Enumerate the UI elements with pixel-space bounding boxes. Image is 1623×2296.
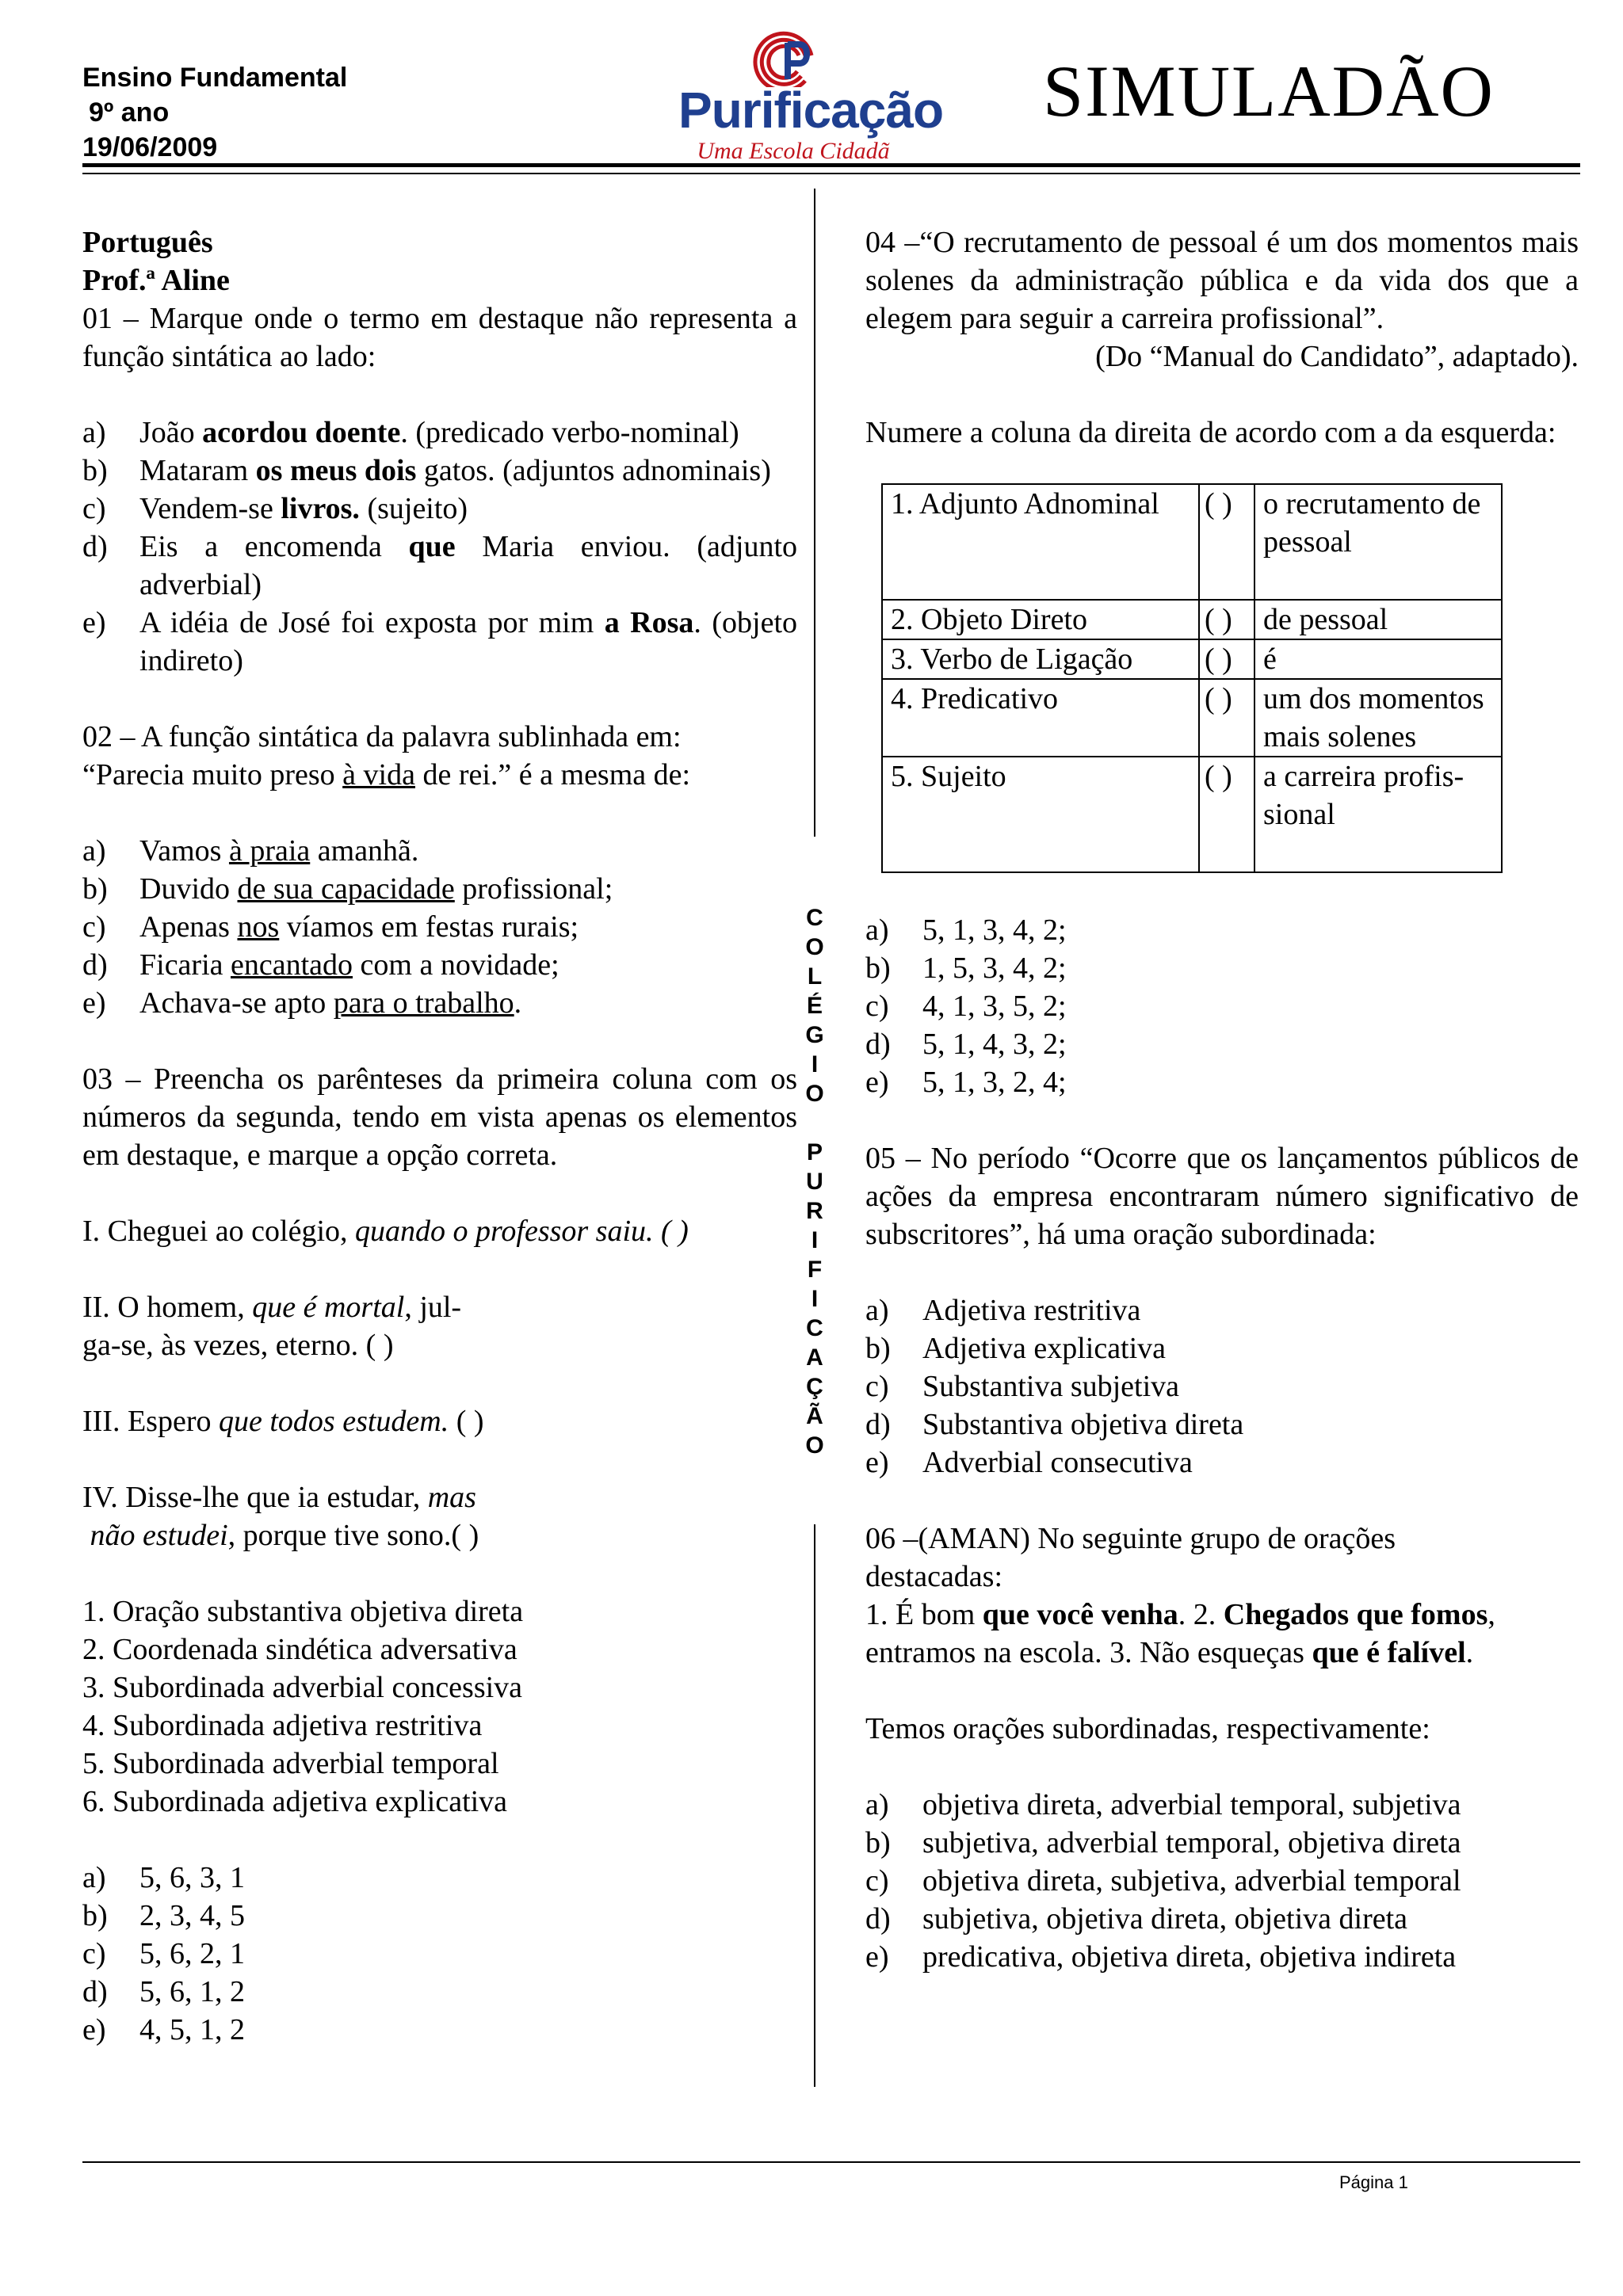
vertical-letter: L — [807, 963, 823, 990]
q5-option-d: d) Substantiva objetiva direta — [865, 1408, 1244, 1441]
column-divider-top — [814, 189, 815, 837]
logo-tagline: Uma Escola Cidadã — [697, 138, 890, 164]
q2-option-d: d) Ficaria encantado com a novidade; — [82, 948, 559, 982]
table-row: 4. Predicativo ( ) um dos momentos mais solenes — [882, 679, 1502, 757]
q6-option-a: a) objetiva direta, adverbial temporal, subjetiva — [865, 1788, 1461, 1821]
q4-option-d: d) 5, 1, 4, 3, 2; — [865, 1028, 1067, 1061]
vertical-letter: O — [805, 1432, 824, 1459]
q3-list-2: 2. Coordenada sindética adversativa — [82, 1633, 517, 1666]
q6-option-d: d) subjetiva, objetiva direta, objetiva direta — [865, 1902, 1408, 1936]
q5-option-b: b) Adjetiva explicativa — [865, 1332, 1167, 1365]
vertical-letter: C — [806, 1315, 823, 1341]
q6-sentences: 1. É bom que você venha. 2. Chegados que fomos, entramos na escola. 3. Não esqueças que é falível. — [865, 1598, 1495, 1669]
q2-stem: 02 – A função sintática da palavra sublinhada em: — [82, 720, 682, 753]
vertical-letter: I — [811, 1227, 819, 1253]
vertical-letter: C — [806, 905, 823, 931]
school-logo — [678, 24, 944, 164]
table-row: 5. Sujeito ( ) a carreira profis-sional — [882, 757, 1502, 872]
q3-list-4: 4. Subordinada adjetiva restritiva — [82, 1709, 483, 1742]
q3-list-5: 5. Subordinada adverbial temporal — [82, 1747, 499, 1780]
vertical-school-name — [802, 903, 827, 1460]
q6-option-e: e) predicativa, objetiva direta, objetiva indireta — [865, 1940, 1457, 1974]
q3-list-3: 3. Subordinada adverbial concessiva — [82, 1671, 523, 1704]
logo-mark-icon — [678, 24, 908, 87]
q3-option-a: a) 5, 6, 3, 1 — [82, 1861, 245, 1894]
q4-option-b: b) 1, 5, 3, 4, 2; — [865, 952, 1067, 985]
q1-option-d: d) Eis a encomenda que Maria enviou. (adjunto adverbial) — [82, 530, 798, 601]
q3-item-iv-cont: não estudei, porque tive sono.( ) — [90, 1519, 479, 1552]
page-number: Página 1 — [1339, 2172, 1408, 2192]
q3-list-6: 6. Subordinada adjetiva explicativa — [82, 1785, 508, 1818]
header-divider — [82, 163, 1580, 167]
q3-list-1: 1. Oração substantiva objetiva direta — [82, 1595, 524, 1628]
subject-title: Português — [82, 226, 213, 259]
q3-item-ii-cont: ga-se, às vezes, eterno. ( ) — [82, 1329, 394, 1362]
right-column — [865, 223, 1579, 1976]
q4-source: (Do “Manual do Candidato”, adaptado). — [1095, 340, 1579, 373]
vertical-letter: Ç — [806, 1374, 823, 1400]
vertical-letter: A — [806, 1344, 823, 1371]
q3-item-ii: II. O homem, que é mortal, jul- — [82, 1291, 462, 1324]
level-text: Ensino Fundamental — [82, 63, 348, 93]
header-divider-thin — [82, 173, 1580, 174]
teacher-name: Prof.ª Aline — [82, 264, 230, 297]
q3-item-i: I. Cheguei ao colégio, quando o professor saiu. ( ) — [82, 1215, 689, 1248]
q6-option-b: b) subjetiva, adverbial temporal, objetiva direta — [865, 1826, 1461, 1859]
q1-option-b: b) Mataram os meus dois gatos. (adjuntos adnominais) — [82, 454, 771, 487]
q5-option-c: c) Substantiva subjetiva — [865, 1370, 1180, 1403]
q4-option-c: c) 4, 1, 3, 5, 2; — [865, 990, 1067, 1023]
q5-option-a: a) Adjetiva restritiva — [865, 1294, 1141, 1327]
q2-option-c: c) Apenas nos víamos em festas rurais; — [82, 910, 579, 944]
vertical-letter: Ã — [806, 1403, 823, 1429]
vertical-letter — [802, 1108, 827, 1138]
q2-option-a: a) Vamos à praia amanhã. — [82, 834, 419, 868]
vertical-letter: G — [805, 1022, 824, 1048]
date-text: 19/06/2009 — [82, 132, 218, 162]
vertical-letter: O — [805, 1081, 824, 1107]
q3-item-iv: IV. Disse-lhe que ia estudar, mas — [82, 1481, 476, 1514]
grade-text: 9º ano — [89, 97, 170, 128]
q4-stem: 04 –“O recrutamento de pessoal é um dos momentos mais solenes da administração pública e da vida dos que a elegem para seguir a carreira profissional”. — [865, 226, 1579, 335]
q1-stem: 01 – Marque onde o termo em destaque não representa a função sintática ao lado: — [82, 302, 797, 373]
q4-option-e: e) 5, 1, 3, 2, 4; — [865, 1066, 1067, 1099]
vertical-letter: I — [811, 1051, 819, 1077]
table-row: 1. Adjunto Adnominal ( ) o recrutamento de pessoal — [882, 484, 1502, 600]
column-divider-bottom — [814, 1524, 815, 2087]
q3-stem: 03 – Preencha os parênteses da primeira coluna com os números da segunda, tendo em vista apenas os elementos em destaque, e marque a opção correta. — [82, 1062, 797, 1172]
q4-matching-table — [881, 483, 1503, 873]
vertical-letter: É — [806, 993, 823, 1019]
q4-instruction: Numere a coluna da direita de acordo com a da esquerda: — [865, 416, 1556, 449]
left-column — [82, 223, 797, 2049]
q2-option-e: e) Achava-se apto para o trabalho. — [82, 986, 522, 1020]
q6-stem: 06 –(AMAN) No seguinte grupo de orações destacadas: — [865, 1522, 1396, 1593]
vertical-letter: I — [811, 1286, 819, 1312]
q3-option-e: e) 4, 5, 1, 2 — [82, 2013, 245, 2046]
vertical-letter: F — [807, 1257, 823, 1283]
q6-option-c: c) objetiva direta, subjetiva, adverbial temporal — [865, 1864, 1461, 1897]
table-row: 2. Objeto Direto ( ) de pessoal — [882, 600, 1502, 639]
footer-divider — [82, 2161, 1580, 2163]
q3-option-d: d) 5, 6, 1, 2 — [82, 1975, 245, 2008]
q5-stem: 05 – No período “Ocorre que os lançamentos públicos de ações da empresa encontraram número significativo de subscritores”, há uma oração subordinada: — [865, 1142, 1579, 1251]
table-row: 3. Verbo de Ligação ( ) é — [882, 639, 1502, 679]
q1-option-c: c) Vendem-se livros. (sujeito) — [82, 492, 468, 525]
q3-option-b: b) 2, 3, 4, 5 — [82, 1899, 245, 1932]
q1-option-a: a) João acordou doente. (predicado verbo-nominal) — [82, 416, 739, 449]
logo-name: Purificação — [678, 82, 944, 139]
page-title: SIMULADÃO — [1043, 51, 1495, 132]
q2-quote: “Parecia muito preso à vida de rei.” é a mesma de: — [82, 758, 691, 791]
vertical-letter: R — [806, 1198, 823, 1224]
q3-item-iii: III. Espero que todos estudem. ( ) — [82, 1405, 484, 1438]
q2-option-b: b) Duvido de sua capacidade profissional; — [82, 872, 613, 906]
q6-prompt: Temos orações subordinadas, respectivamente: — [865, 1712, 1430, 1745]
header-info — [82, 60, 347, 165]
vertical-letter: U — [806, 1169, 823, 1195]
vertical-letter: O — [805, 934, 824, 960]
q1-option-e: e) A idéia de José foi exposta por mim a Rosa. (objeto indireto) — [82, 606, 798, 677]
q4-option-a: a) 5, 1, 3, 4, 2; — [865, 913, 1067, 947]
vertical-letter: P — [806, 1139, 823, 1165]
q3-option-c: c) 5, 6, 2, 1 — [82, 1937, 245, 1970]
q5-option-e: e) Adverbial consecutiva — [865, 1446, 1193, 1479]
